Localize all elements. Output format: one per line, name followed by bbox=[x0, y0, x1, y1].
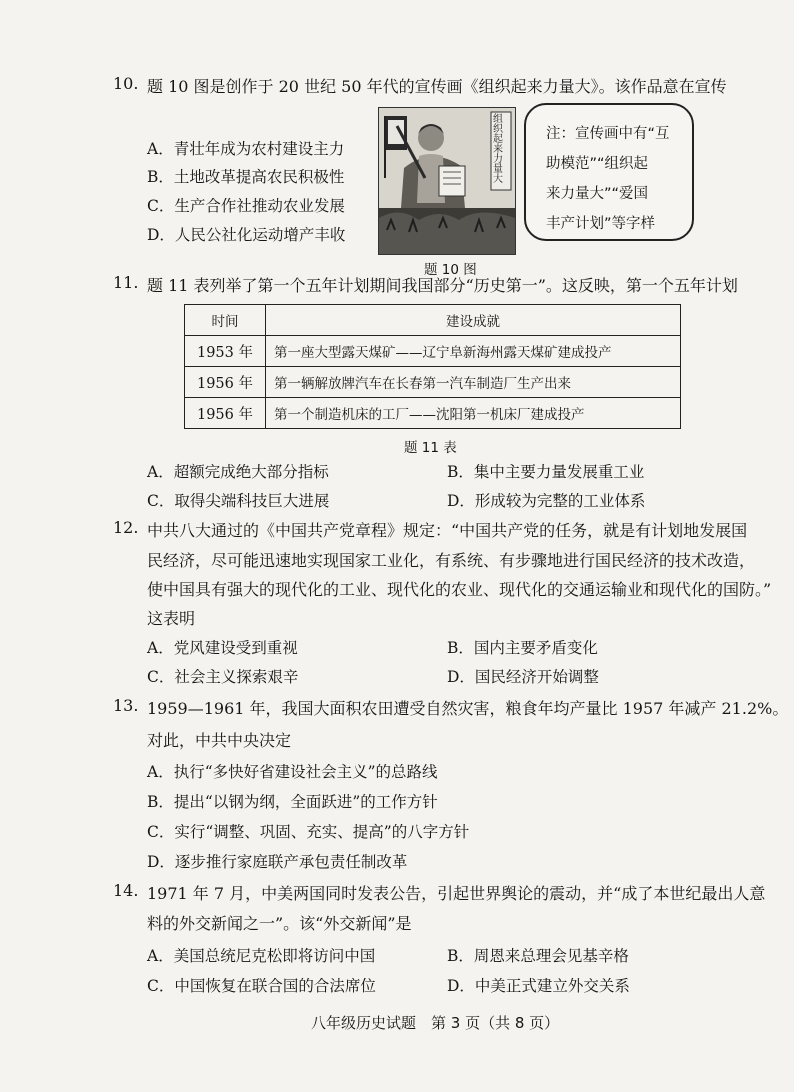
table-row bbox=[185, 336, 681, 367]
q11-option-d[interactable]: D．形成较为完整的工业体系 bbox=[447, 492, 646, 510]
q13-option-c[interactable]: C．实行“调整、巩固、充实、提高”的八字方针 bbox=[147, 823, 470, 841]
table-cell-achievement: 第一座大型露天煤矿——辽宁阜新海州露天煤矿建成投产 bbox=[266, 336, 681, 367]
q11-table-caption: 题 11 表 bbox=[404, 440, 457, 456]
q12-option-b[interactable]: B．国内主要矛盾变化 bbox=[447, 639, 598, 657]
q10-number: 10. bbox=[113, 74, 139, 93]
q11-achievement-table bbox=[184, 304, 681, 429]
q13-option-a[interactable]: A．执行“多快好省建设社会主义”的总路线 bbox=[147, 763, 438, 781]
table-header-achievement: 建设成就 bbox=[266, 305, 681, 336]
q12-stem-line: 这表明 bbox=[147, 609, 196, 628]
table-cell-year: 1956 年 bbox=[185, 398, 266, 429]
q11-stem: 题 11 表列举了第一个五年计划期间我国部分“历史第一”。这反映，第一个五年计划 bbox=[147, 276, 738, 295]
q13-option-d[interactable]: D．逐步推行家庭联产承包责任制改革 bbox=[147, 853, 408, 871]
q10-figure-caption: 题 10 图 bbox=[424, 262, 477, 278]
q12-option-d[interactable]: D．国民经济开始调整 bbox=[447, 668, 599, 686]
table-cell-year: 1956 年 bbox=[185, 367, 266, 398]
table-cell-achievement: 第一个制造机床的工厂——沈阳第一机床厂建成投产 bbox=[266, 398, 681, 429]
q12-stem-line: 使中国具有强大的现代化的工业、现代化的农业、现代化的交通运输业和现代化的国防。” bbox=[147, 580, 772, 599]
table-cell-achievement: 第一辆解放牌汽车在长春第一汽车制造厂生产出来 bbox=[266, 367, 681, 398]
q12-option-c[interactable]: C．社会主义探索艰辛 bbox=[147, 668, 299, 686]
q11-option-c[interactable]: C．取得尖端科技巨大进展 bbox=[147, 492, 330, 510]
q11-option-b[interactable]: B．集中主要力量发展重工业 bbox=[447, 463, 645, 481]
poster-title: 组织起来力量大 bbox=[493, 114, 503, 185]
poster-note-line: 助模范”“组织起 bbox=[546, 156, 649, 172]
poster-title-overlay bbox=[378, 107, 514, 253]
q10-option-d[interactable]: D．人民公社化运动增产丰收 bbox=[147, 226, 346, 244]
table-row bbox=[185, 367, 681, 398]
poster-note-callout bbox=[524, 103, 694, 241]
q14-stem-line: 料的外交新闻之一”。该“外交新闻”是 bbox=[147, 914, 412, 933]
q13-stem-line: 对此，中共中央决定 bbox=[147, 731, 292, 750]
q14-number: 14. bbox=[113, 881, 139, 900]
q14-option-c[interactable]: C．中国恢复在联合国的合法席位 bbox=[147, 977, 376, 995]
table-header-row bbox=[185, 305, 681, 336]
q10-option-a[interactable]: A．青壮年成为农村建设主力 bbox=[147, 140, 345, 158]
q12-number: 12. bbox=[113, 518, 139, 537]
q14-stem-line: 1971 年 7 月，中美两国同时发表公告，引起世界舆论的震动，并“成了本世纪最出人意 bbox=[147, 884, 766, 903]
q12-option-a[interactable]: A．党风建设受到重视 bbox=[147, 639, 298, 657]
q14-option-a[interactable]: A．美国总统尼克松即将访问中国 bbox=[147, 947, 376, 965]
q11-number: 11. bbox=[113, 273, 139, 292]
q12-stem-line: 中共八大通过的《中国共产党章程》规定：“中国共产党的任务，就是有计划地发展国 bbox=[147, 521, 748, 540]
q13-option-b[interactable]: B．提出“以钢为纲，全面跃进”的工作方针 bbox=[147, 793, 438, 811]
q14-option-b[interactable]: B．周恩来总理会见基辛格 bbox=[447, 947, 629, 965]
poster-note-line: 注：宣传画中有“互 bbox=[546, 126, 670, 142]
q13-stem-line: 1959—1961 年，我国大面积农田遭受自然灾害，粮食年均产量比 1957 年减产 21.2%。 bbox=[147, 699, 789, 718]
table-cell-year: 1953 年 bbox=[185, 336, 266, 367]
q12-stem-line: 民经济，尽可能迅速地实现国家工业化，有系统、有步骤地进行国民经济的技术改造， bbox=[147, 551, 756, 570]
page-footer: 八年级历史试题 第 3 页（共 8 页） bbox=[311, 1014, 560, 1032]
q10-option-c[interactable]: C．生产合作社推动农业发展 bbox=[147, 197, 345, 215]
q10-stem: 题 10 图是创作于 20 世纪 50 年代的宣传画《组织起来力量大》。该作品意在宣传 bbox=[147, 77, 727, 96]
q14-option-d[interactable]: D．中美正式建立外交关系 bbox=[447, 977, 630, 995]
poster-note-line: 丰产计划”等字样 bbox=[546, 216, 656, 232]
table-header-time: 时间 bbox=[185, 305, 266, 336]
table-row bbox=[185, 398, 681, 429]
poster-note-line: 来力量大”“爱国 bbox=[546, 186, 649, 202]
q13-number: 13. bbox=[113, 696, 139, 715]
q11-option-a[interactable]: A．超额完成绝大部分指标 bbox=[147, 463, 329, 481]
q10-option-b[interactable]: B．土地改革提高农民积极性 bbox=[147, 168, 345, 186]
